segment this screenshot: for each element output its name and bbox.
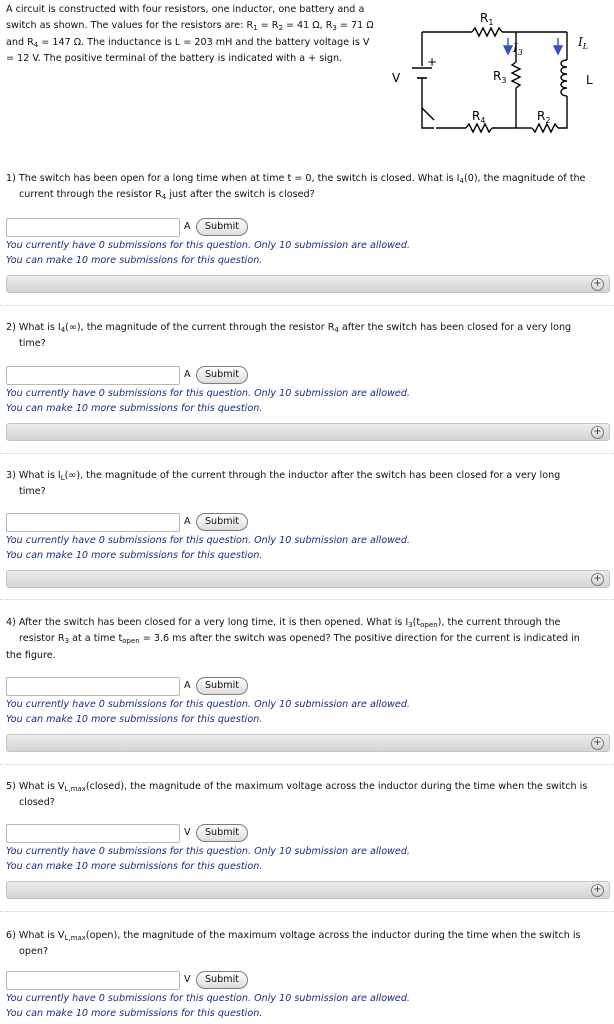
question-5-text: 5) What is $V_{L,max}(closed)$, the magnitude of the maximum voltage across the inductor during the time when the switch is closed?	[6, 781, 588, 809]
inductor	[561, 60, 567, 96]
question-3-answer-input[interactable]	[6, 513, 180, 532]
expand-plus-icon[interactable]: +	[591, 426, 604, 439]
divider	[0, 599, 614, 600]
submission-info: You currently have 0 submissions for this question. Only 10 submission are allowed. You can make 10 more submissions for this question.	[6, 846, 410, 872]
question-4-hint-bar[interactable]	[6, 734, 610, 752]
voltage-label: V	[392, 71, 401, 85]
question-4-answer-row	[6, 677, 266, 697]
r1-label: $R_1$	[480, 11, 494, 27]
question-3-answer-row	[6, 513, 266, 533]
submission-info: You currently have 0 submissions for this question. Only 10 submission are allowed. You can make 10 more submissions for this question.	[6, 388, 410, 414]
switch	[422, 108, 434, 120]
divider	[0, 764, 614, 765]
question-5-hint-bar[interactable]	[6, 881, 610, 899]
unit-label: A	[184, 369, 191, 380]
resistor-r3	[512, 62, 520, 88]
unit-label: A	[184, 516, 191, 527]
submission-info: You currently have 0 submissions for this question. Only 10 submission are allowed. You can make 10 more submissions for this question.	[6, 240, 410, 266]
question-5-answer-input[interactable]	[6, 824, 180, 843]
resistor-r2	[532, 124, 558, 132]
expand-plus-icon[interactable]: +	[591, 278, 604, 291]
expand-plus-icon[interactable]: +	[591, 884, 604, 897]
question-4-text: 4) After the switch has been closed for a very long time, it is then opened. What is $I_3(t_{open})$, the current through the resistor $R_3$ at a time $t_{open} = 3.6$ ms after the switch was opened? The positive direction for the current is indicated in the figure.	[6, 617, 580, 661]
question-4-answer-input[interactable]	[6, 677, 180, 696]
resistor-r1	[472, 28, 502, 36]
question-2-hint-bar[interactable]	[6, 423, 610, 441]
unit-label: A	[184, 680, 191, 691]
i3-arrowhead	[504, 46, 512, 54]
question-5-submit-button[interactable]: Submit	[196, 824, 248, 842]
inductor-label: L	[586, 73, 593, 87]
r2-label: $R_2$	[537, 109, 551, 125]
submission-info: You currently have 0 submissions for this question. Only 10 submission are allowed. You can make 10 more submissions for this question.	[6, 993, 410, 1019]
wire	[558, 96, 567, 128]
unit-label: V	[184, 974, 191, 985]
expand-plus-icon[interactable]: +	[591, 737, 604, 750]
question-1-text: 1) The switch has been open for a long time when at time t = 0, the switch is closed. What is $I_4(0)$, the magnitude of the current through the resistor $R_4$ just after the switch is closed?	[6, 173, 586, 202]
divider	[0, 305, 614, 306]
expand-plus-icon[interactable]: +	[591, 573, 604, 586]
question-5-answer-row	[6, 824, 266, 844]
intro-line: and $R_4 = 147$ Ω. The inductance is L = 203 mH and the battery voltage is V	[6, 36, 370, 49]
question-2-answer-row	[6, 366, 266, 386]
question-1-answer-input[interactable]	[6, 218, 180, 237]
submission-info: You currently have 0 submissions for this question. Only 10 submission are allowed. You can make 10 more submissions for this question.	[6, 535, 410, 561]
question-3-text: 3) What is $I_L(\infty)$, the magnitude of the current through the inductor after the switch has been closed for a very long time?	[6, 470, 561, 498]
divider	[0, 911, 614, 912]
unit-label: V	[184, 827, 191, 838]
question-4-submit-button[interactable]: Submit	[196, 677, 248, 695]
question-2-text: 2) What is $I_4(\infty)$, the magnitude of the current through the resistor $R_4$ after the switch has been closed for a very long time?	[6, 322, 572, 350]
intro-line: A circuit is constructed with four resistors, one inductor, one battery and a	[6, 4, 365, 15]
r3-label: $R_3$	[493, 69, 507, 85]
question-6-submit-button[interactable]: Submit	[196, 971, 248, 989]
question-6-answer-input[interactable]	[6, 971, 180, 990]
question-2-answer-input[interactable]	[6, 366, 180, 385]
question-6-answer-row	[6, 971, 266, 991]
il-label: $I_L$	[578, 35, 589, 51]
question-3-submit-button[interactable]: Submit	[196, 513, 248, 531]
resistor-r4	[466, 124, 492, 132]
il-arrowhead	[554, 46, 562, 54]
submission-info: You currently have 0 submissions for this question. Only 10 submission are allowed. You can make 10 more submissions for this question.	[6, 699, 410, 725]
battery-plus-sign: +	[427, 55, 438, 69]
problem-statement	[6, 2, 386, 67]
question-3-hint-bar[interactable]	[6, 570, 610, 588]
intro-line: switch as shown. The values for the resistors are: $R_1 = R_2 = 41$ Ω, $R_3 = 71$ Ω	[6, 20, 374, 33]
question-1-answer-row	[6, 218, 266, 238]
question-2-submit-button[interactable]: Submit	[196, 366, 248, 384]
r4-label: $R_4$	[472, 109, 486, 125]
question-6-text: 6) What is $V_{L,max}(open)$, the magnitude of the maximum voltage across the inductor during the time when the switch is open?	[6, 930, 581, 958]
intro-line: = 12 V. The positive terminal of the battery is indicated with a + sign.	[6, 52, 343, 64]
divider	[0, 453, 614, 454]
i3-label: $I_3$	[513, 41, 523, 57]
circuit-diagram	[392, 8, 610, 140]
unit-label: A	[184, 221, 191, 232]
question-1-submit-button[interactable]: Submit	[196, 218, 248, 236]
question-1-hint-bar[interactable]	[6, 275, 610, 293]
